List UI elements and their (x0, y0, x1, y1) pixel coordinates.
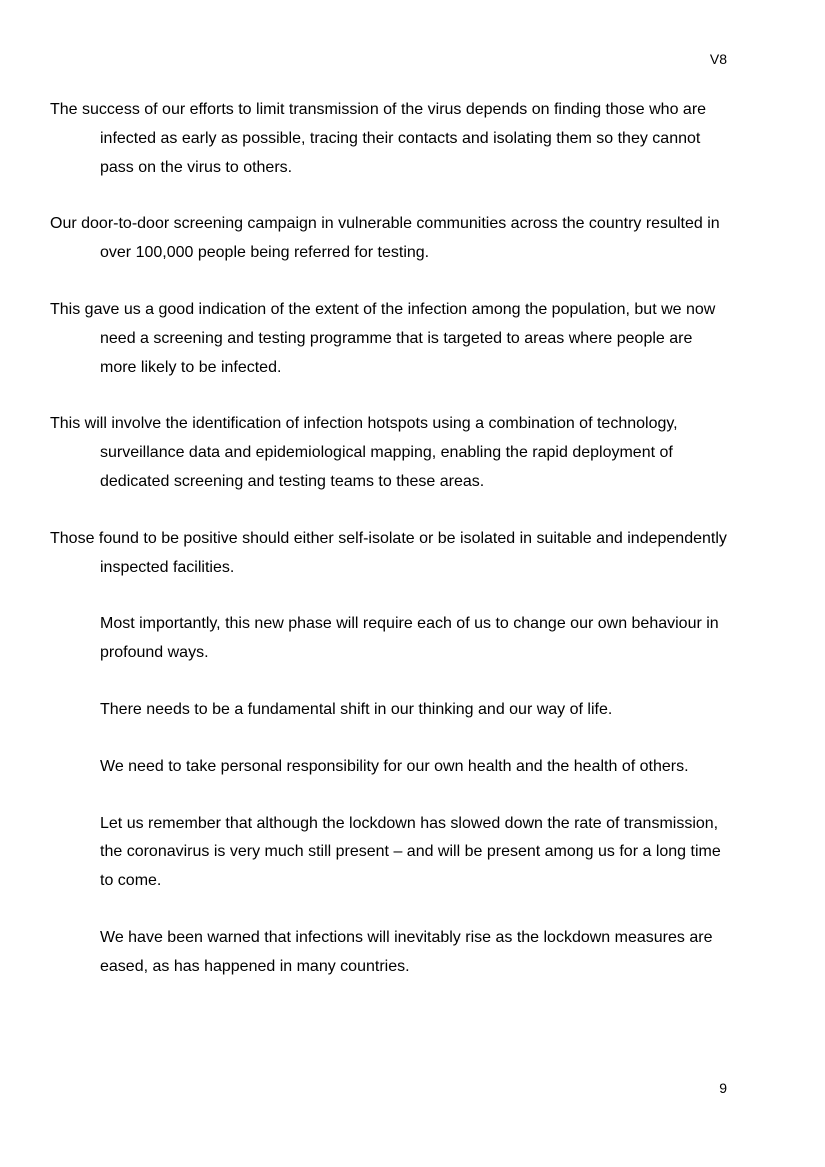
version-label: V8 (709, 51, 727, 67)
paragraph: We have been warned that infections will inevitably rise as the lockdown measures are eased, as has happened in many countries. (100, 928, 713, 975)
paragraph: There needs to be a fundamental shift in our thinking and our way of life. (100, 700, 613, 718)
paragraph: Our door-to-door screening campaign in vulnerable communities across the country resulted in over 100,000 people being referred for testing. (50, 215, 720, 262)
paragraph: We need to take personal responsibility for our own health and the health of others. (100, 757, 689, 775)
paragraph: The success of our efforts to limit transmission of the virus depends on finding those who are infected as early as possible, tracing their contacts and isolating them so they cannot pass on the virus to others. (50, 101, 707, 176)
paragraph: Let us remember that although the lockdown has slowed down the rate of transmission, the coronavirus is very much still present – and will be present among us for a long time to come. (100, 814, 721, 890)
page-number: 9 (719, 1080, 727, 1096)
paragraph: Those found to be positive should either self-isolate or be isolated in suitable and independently inspected facilities. (50, 529, 727, 576)
paragraph: This will involve the identification of infection hotspots using a combination of technology, surveillance data and epidemiological mapping, enabling the rapid deployment of dedicated screening and testing teams to these areas. (50, 415, 678, 490)
paragraph: This gave us a good indication of the extent of the infection among the population, but we now need a screening and testing programme that is targeted to areas where people are more likely to be infected. (50, 300, 716, 376)
paragraph: Most importantly, this new phase will require each of us to change our own behaviour in profound ways. (100, 615, 719, 662)
document-body (50, 96, 730, 1010)
